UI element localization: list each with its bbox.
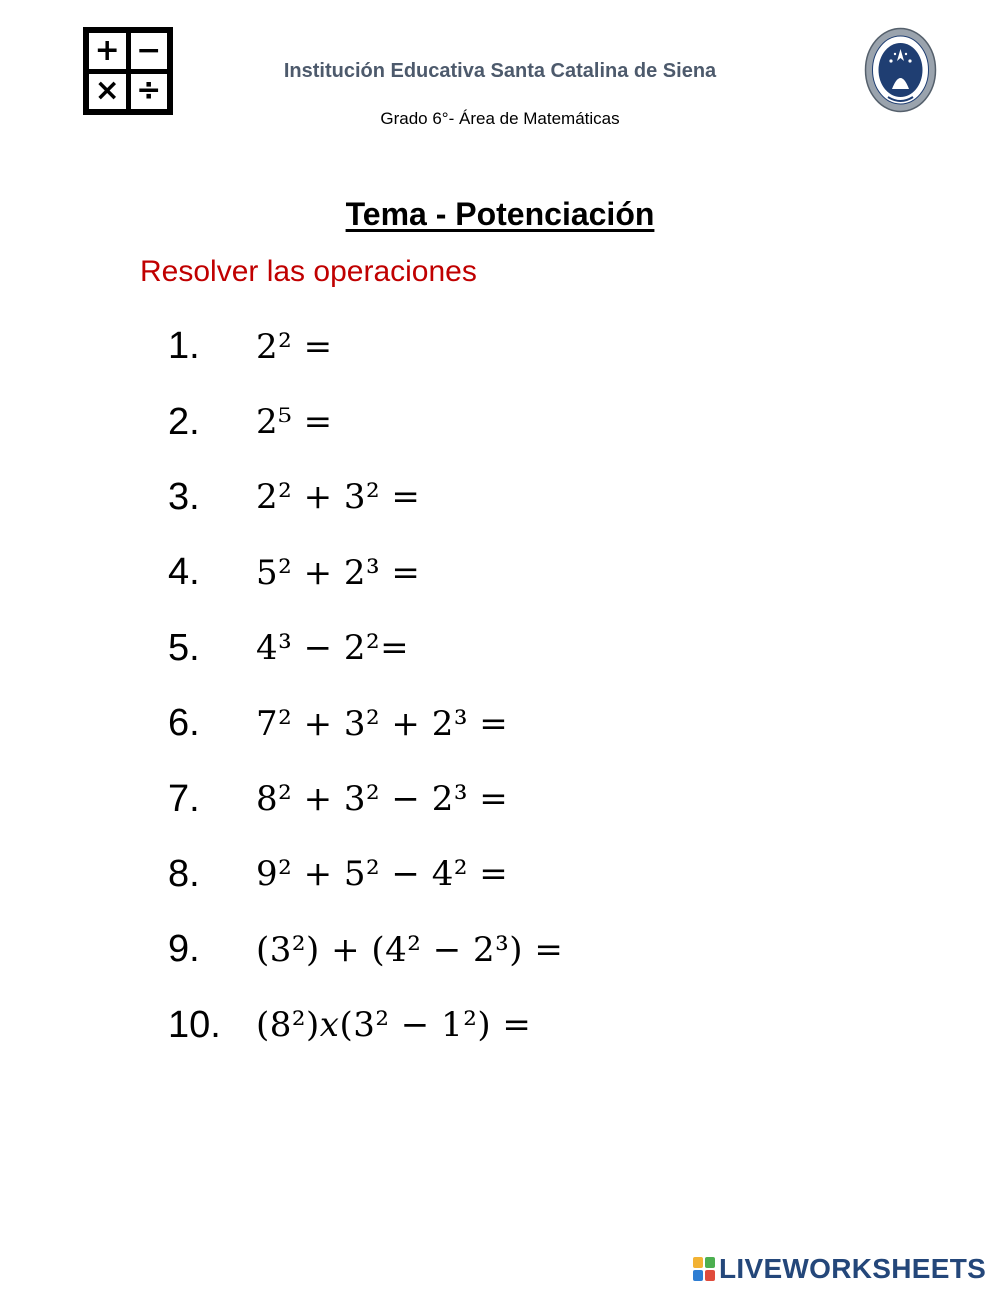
- exercise-number: 4.: [168, 551, 200, 594]
- exercise-expression: 2⁵ =: [256, 402, 333, 443]
- exercise-number: 8.: [168, 852, 200, 895]
- page-title: Tema - Potenciación: [345, 196, 655, 232]
- exercise-expression: 4³ − 2²=: [256, 628, 410, 669]
- exercise-number: 9.: [168, 928, 200, 971]
- exercise-expression: 5² + 2³ =: [256, 552, 421, 593]
- grade-line: Grado 6°- Área de Matemáticas: [380, 109, 620, 128]
- exercise-number: 10.: [168, 1003, 221, 1046]
- plus-symbol: +: [89, 33, 126, 69]
- times-symbol: ×: [89, 74, 126, 110]
- exercise-expression: 2² =: [256, 326, 333, 367]
- exercise-item-6: [168, 686, 563, 761]
- exercise-number: 1.: [168, 325, 200, 368]
- exercise-item-9: [168, 912, 563, 987]
- brand-name: LIVEWORKSHEETS: [719, 1253, 987, 1284]
- exercise-expression: 7² + 3² + 2³ =: [256, 703, 509, 744]
- exercise-expression: 9² + 5² − 4² =: [256, 854, 509, 895]
- exercise-item-7: [168, 761, 563, 836]
- exercise-item-5: [168, 611, 563, 686]
- liveworksheets-brand[interactable]: [693, 1254, 986, 1284]
- exercise-item-4: [168, 535, 563, 610]
- exercise-expression: (3²) + (4² − 2³) =: [256, 929, 564, 970]
- exercise-item-3: [168, 460, 563, 535]
- instruction-text: Resolver las operaciones: [140, 255, 477, 288]
- exercise-item-10: [168, 988, 563, 1063]
- exercise-item-1: [168, 309, 563, 384]
- exercise-number: 5.: [168, 626, 200, 669]
- exercise-expression: 8² + 3² − 2³ =: [256, 779, 509, 820]
- school-seal-icon: [864, 27, 937, 113]
- exercise-number: 3.: [168, 475, 200, 518]
- exercise-number: 2.: [168, 400, 200, 443]
- divide-symbol: ÷: [131, 74, 168, 110]
- liveworksheets-logo-icon: [693, 1257, 715, 1281]
- exercise-list: [168, 309, 563, 1063]
- exercise-expression: (8²)𝑥(3² − 1²) =: [256, 1005, 532, 1046]
- exercise-item-8: [168, 837, 563, 912]
- school-name: Institución Educativa Santa Catalina de Siena: [283, 60, 717, 82]
- minus-symbol: −: [131, 33, 168, 69]
- exercise-number: 7.: [168, 777, 200, 820]
- exercise-item-2: [168, 384, 563, 459]
- exercise-expression: 2² + 3² =: [256, 477, 421, 518]
- exercise-number: 6.: [168, 702, 200, 745]
